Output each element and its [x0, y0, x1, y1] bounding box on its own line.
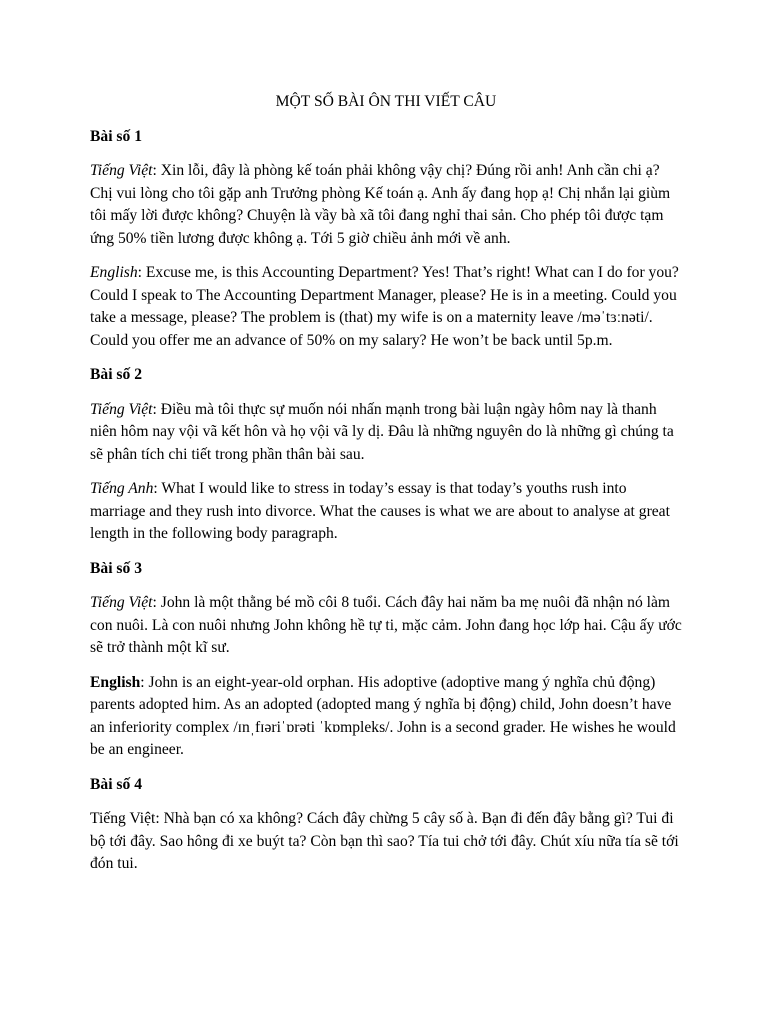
paragraph-text: : John là một thằng bé mồ côi 8 tuổi. Cách đây hai năm ba mẹ nuôi đã nhận nó làm con nuôi. Là con nuôi nhưng John không hề tự ti, mặc cảm. John đang học lớp hai. Cậu ấy ước sẽ trở thành một kĩ sư. [90, 594, 682, 656]
section-2-vietnamese-paragraph [90, 399, 682, 467]
language-label: English [90, 673, 141, 691]
section-1-vietnamese-paragraph [90, 160, 682, 250]
language-label: Tiếng Việt [90, 162, 153, 179]
section-heading-3: Bài số 3 [90, 559, 142, 577]
section-4-vietnamese-paragraph: Tiếng Việt: Nhà bạn có xa không? Cách đây chừng 5 cây số à. Bạn đi đến đây bằng gì? Tui đi bộ tới đây. Sao hông đi xe buýt ta? Còn bạn thì sao? Tía tui chở tới đây. Chút xíu nữa tía sẽ tới đón tui. [90, 810, 679, 872]
section-heading-2: Bài số 2 [90, 366, 142, 383]
language-label: Tiếng Việt [90, 594, 153, 611]
document-page [90, 88, 682, 888]
document-title: MỘT SỐ BÀI ÔN THI VIẾT CÂU [275, 93, 497, 110]
language-label: Tiếng Anh [90, 480, 154, 497]
language-label: English [90, 264, 138, 281]
section-heading-4: Bài số 4 [90, 775, 142, 793]
paragraph-text: : John is an eight-year-old orphan. His adoptive (adoptive mang ý nghĩa chủ động) parents adopted him. As an adopted (adopted mang ý nghĩa bị động) child, John doesn’t have an inferiority complex /ɪnˌfɪəriˈɒrəti ˈkɒmpleks/. John is a second grader. He wishes he would be an engineer. [90, 673, 676, 758]
paragraph-text: : What I would like to stress in today’s essay is that today’s youths rush into marriage and they rush into divorce. What the causes is what we are about to analyse at great length in the following body paragraph. [90, 480, 670, 542]
paragraph-text: : Điều mà tôi thực sự muốn nói nhấn mạnh trong bài luận ngày hôm nay là thanh niên hôm nay vội vã kết hôn và họ vội vã ly dị. Đâu là những nguyên do là những gì chúng ta sẽ phân tích chi tiết trong phần thân bài sau. [90, 400, 674, 463]
language-label: Tiếng Việt [90, 400, 153, 418]
paragraph-text: : Excuse me, is this Accounting Department? Yes! That’s right! What can I do for you? Could I speak to The Accounting Department Manager, please? He is in a meeting. Could you take a message, please? The problem is (that) my wife is on a maternity leave /məˈtɜːnəti/. Could you offer me an advance of 50% on my salary? He won’t be back until 5p.m. [90, 264, 679, 349]
section-2-english-paragraph [90, 478, 682, 546]
section-heading-1: Bài số 1 [90, 127, 142, 145]
section-3-vietnamese-paragraph [90, 592, 682, 660]
section-3-english-paragraph [90, 672, 682, 762]
paragraph-text: : Xin lỗi, đây là phòng kế toán phải không vậy chị? Đúng rồi anh! Anh cần chi ạ? Chị vui lòng cho tôi gặp anh Trưởng phòng Kế toán ạ. Anh ấy đang họp ạ! Chị nhắn lại giùm tôi mấy lời được không? Chuyện là vầy bà xã tôi đang nghỉ thai sản. Cho phép tôi được tạm ứng 50% tiền lương được không ạ. Tới 5 giờ chiều ảnh mới về anh. [90, 162, 671, 247]
section-1-english-paragraph [90, 262, 682, 352]
